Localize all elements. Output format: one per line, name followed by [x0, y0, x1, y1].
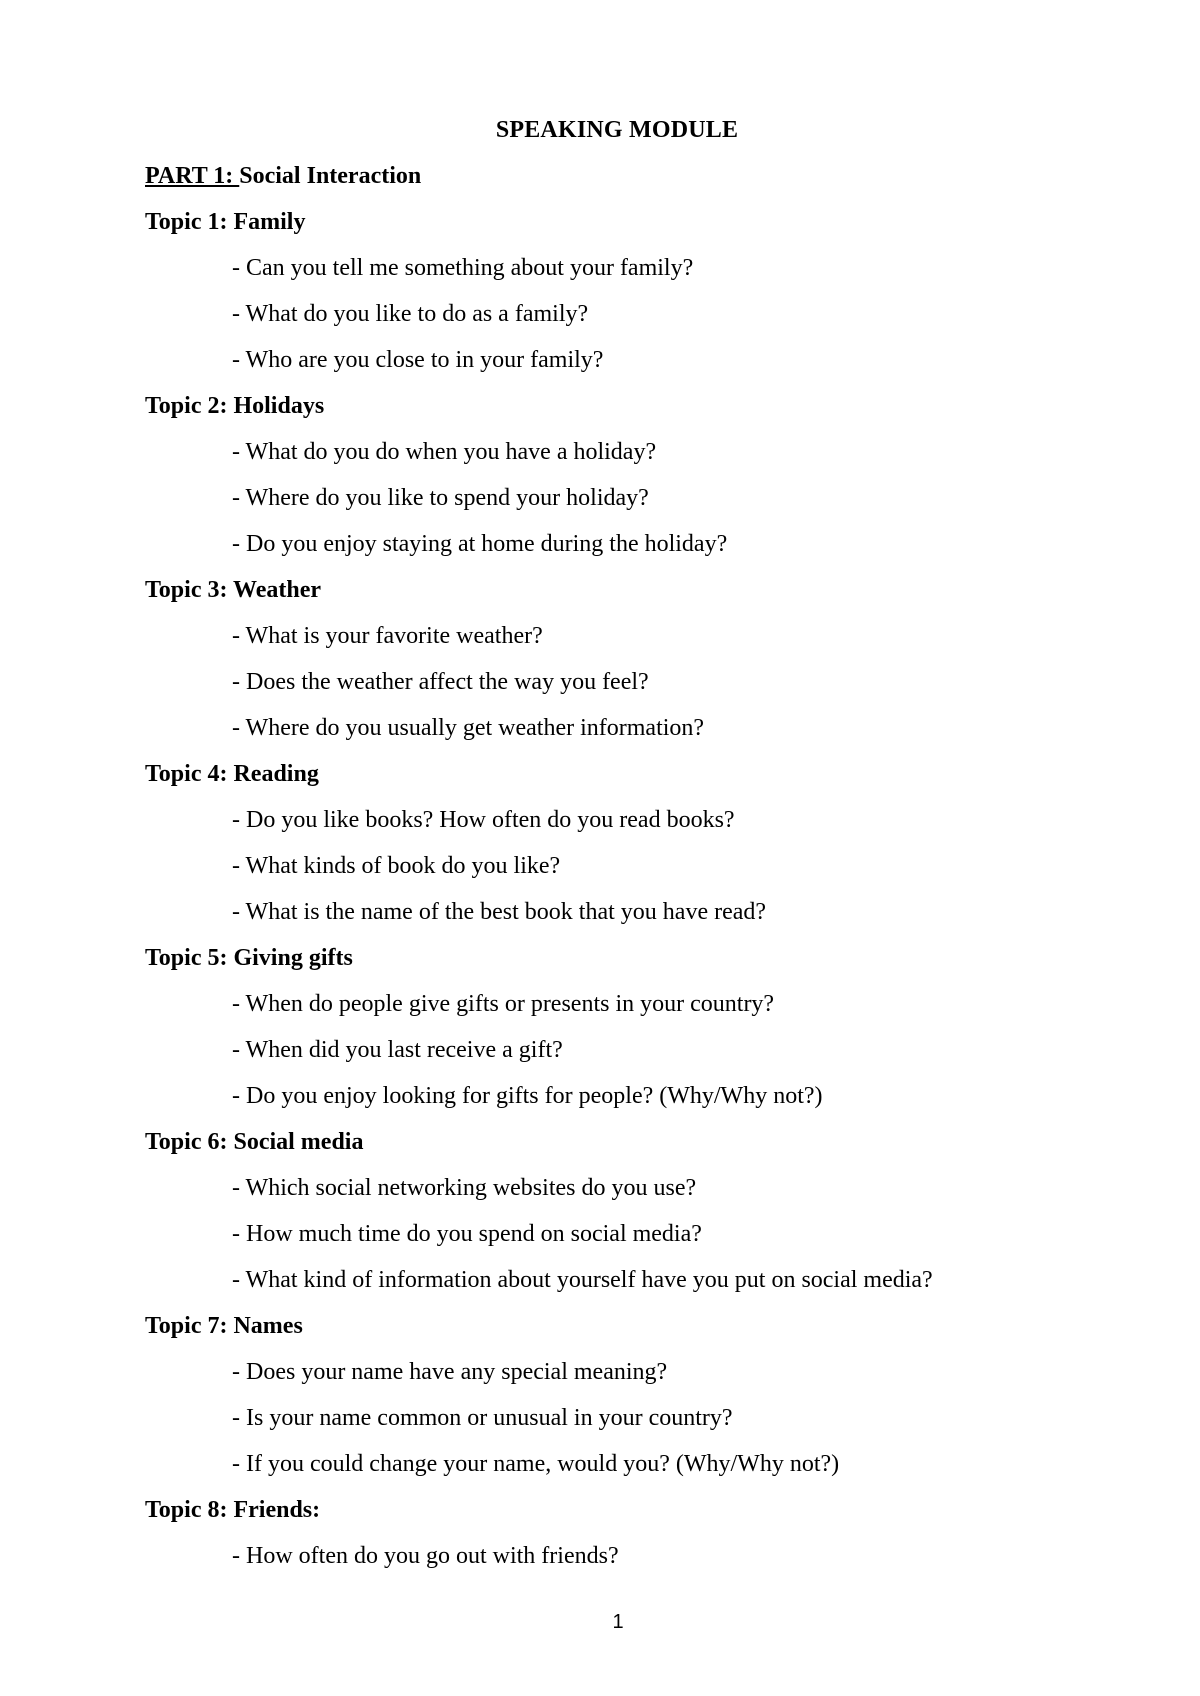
- question-item: - When do people give gifts or presents in your country?: [232, 991, 775, 1017]
- topic-section: [145, 1124, 1045, 1298]
- question-list: [145, 434, 1045, 562]
- question-list: [145, 618, 1045, 746]
- question-item: - What kinds of book do you like?: [232, 853, 561, 879]
- question-item: - Can you tell me something about your family?: [232, 255, 694, 281]
- question-item: - What is your favorite weather?: [232, 623, 543, 649]
- topic-section: [145, 388, 1045, 562]
- topic-section: [145, 756, 1045, 930]
- question-item: - Do you like books? How often do you read books?: [232, 807, 735, 833]
- question-item: - Do you enjoy looking for gifts for people? (Why/Why not?): [232, 1083, 823, 1109]
- part-name: Social Interaction: [239, 163, 422, 189]
- question-item: - Is your name common or unusual in your country?: [232, 1405, 733, 1431]
- question-item: - Does the weather affect the way you feel?: [232, 669, 649, 695]
- question-item: - What do you like to do as a family?: [232, 301, 589, 327]
- topic-heading: Topic 3: Weather: [145, 577, 322, 603]
- question-item: - Which social networking websites do you use?: [232, 1175, 697, 1201]
- question-item: - How much time do you spend on social media?: [232, 1221, 702, 1247]
- topic-heading: Topic 2: Holidays: [145, 393, 325, 419]
- question-item: - What kind of information about yourself have you put on social media?: [232, 1267, 933, 1293]
- topic-heading: Topic 7: Names: [145, 1313, 303, 1339]
- question-item: - Does your name have any special meaning?: [232, 1359, 668, 1385]
- topic-section: [145, 940, 1045, 1114]
- part-number: PART 1:: [145, 163, 240, 189]
- topic-heading: Topic 5: Giving gifts: [145, 945, 353, 971]
- question-item: - What do you do when you have a holiday?: [232, 439, 657, 465]
- question-list: [145, 1538, 1045, 1574]
- question-item: - Where do you like to spend your holiday?: [232, 485, 649, 511]
- topic-section: [145, 204, 1045, 378]
- topic-section: [145, 1492, 1045, 1574]
- topic-section: [145, 572, 1045, 746]
- question-list: [145, 802, 1045, 930]
- document-title: SPEAKING MODULE: [495, 117, 739, 143]
- question-item: - When did you last receive a gift?: [232, 1037, 563, 1063]
- topic-heading: Topic 1: Family: [145, 209, 306, 235]
- topic-section: [145, 1308, 1045, 1482]
- topic-heading: Topic 4: Reading: [145, 761, 319, 787]
- question-item: - How often do you go out with friends?: [232, 1543, 619, 1569]
- topic-heading: Topic 8: Friends:: [145, 1497, 321, 1523]
- question-list: [145, 250, 1045, 378]
- question-item: - Who are you close to in your family?: [232, 347, 604, 373]
- topic-heading: Topic 6: Social media: [145, 1129, 364, 1155]
- part-heading: [145, 158, 1045, 194]
- topics-list: [145, 204, 1045, 1574]
- page-number: 1: [612, 1611, 624, 1633]
- question-item: - Do you enjoy staying at home during the holiday?: [232, 531, 728, 557]
- question-item: - Where do you usually get weather information?: [232, 715, 705, 741]
- question-list: [145, 1170, 1045, 1298]
- question-list: [145, 1354, 1045, 1482]
- question-list: [145, 986, 1045, 1114]
- question-item: - If you could change your name, would you? (Why/Why not?): [232, 1451, 840, 1477]
- page-content: [145, 112, 1045, 1584]
- question-item: - What is the name of the best book that you have read?: [232, 899, 767, 925]
